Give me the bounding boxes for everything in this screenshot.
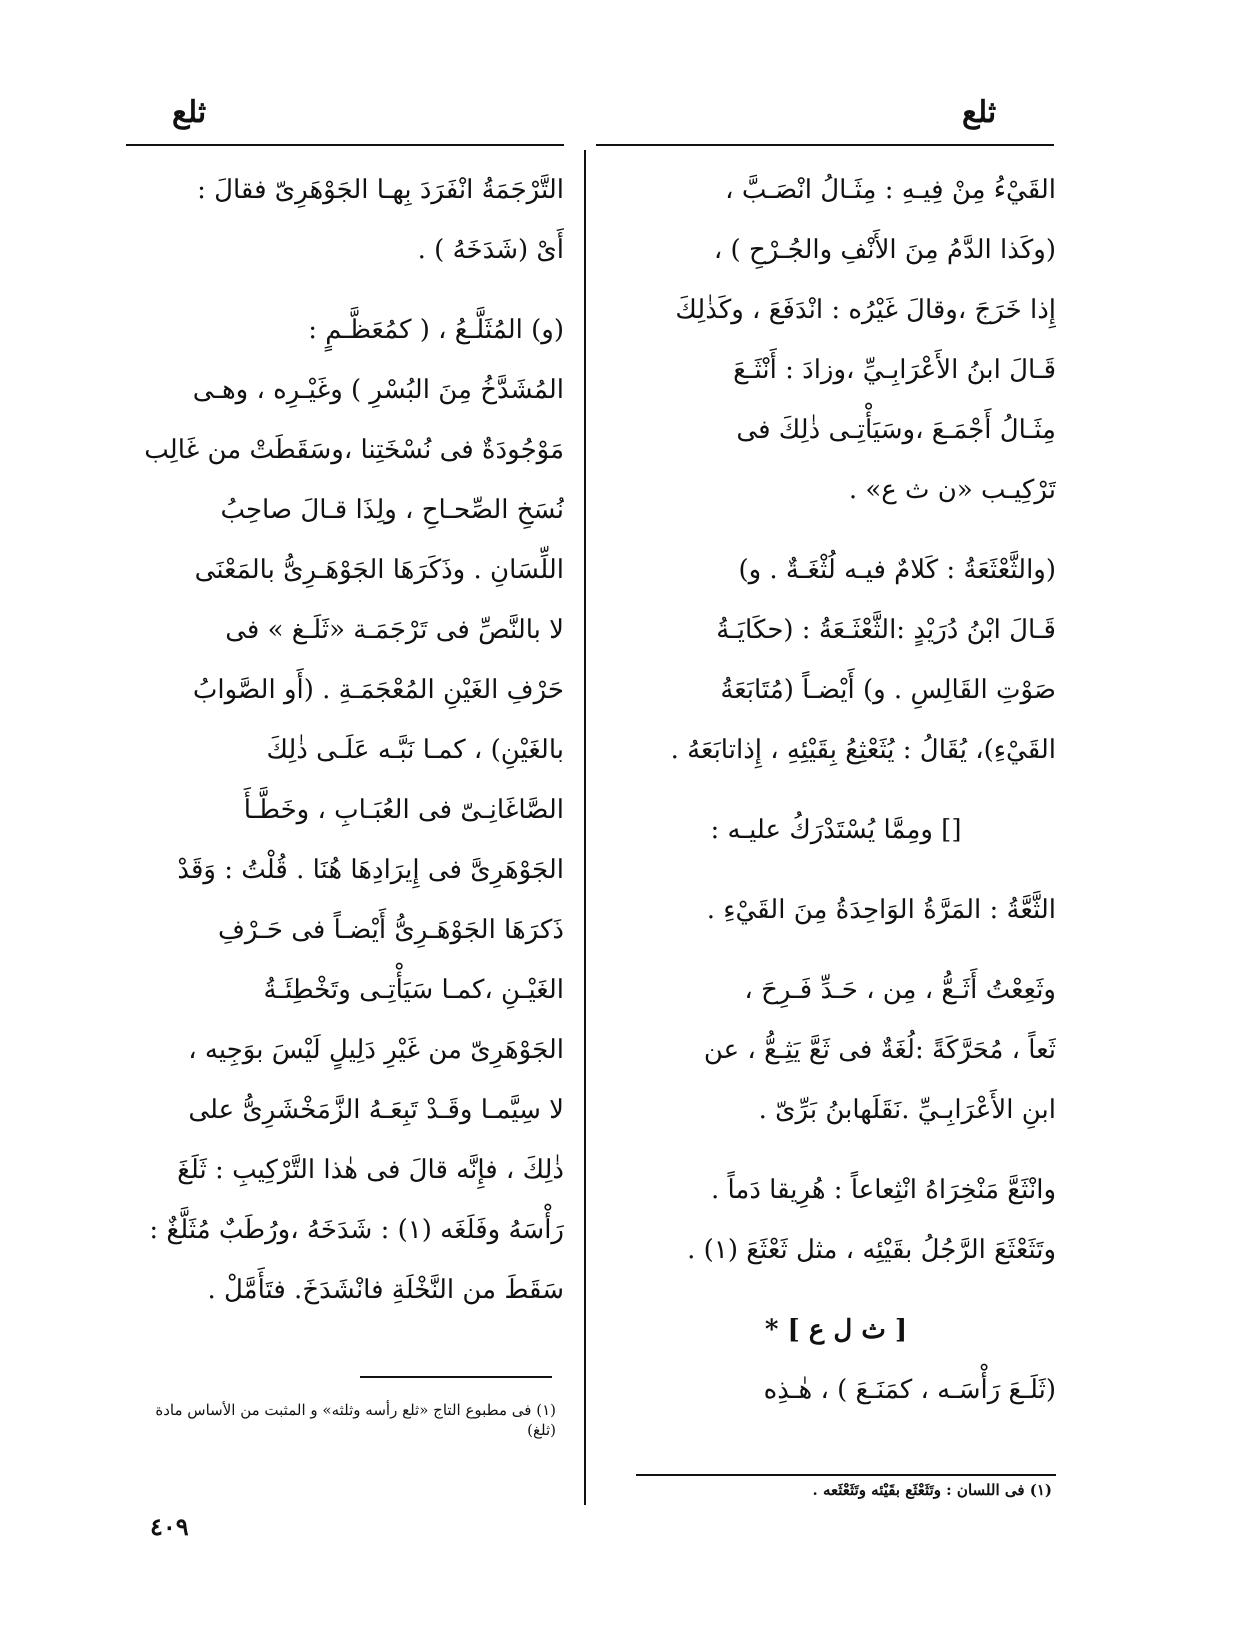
right-column <box>616 160 1056 1420</box>
text-line: ثَعاً ، مُحَرَّكَةً :لُغَةٌ فى ثَعَّ يَثِـعُّ ، عن <box>703 1035 1056 1065</box>
text-line: (والثَّعْثَعَةُ : كَلامٌ فيـه لُثْغَـةٌ . و) <box>738 555 1056 585</box>
text-line: مِثَـالُ أَجْمَـعَ ،وسَيَأْتِـى ذٰلِكَ فى <box>736 415 1056 445</box>
text-line: تَرْكِيـب «ن ث ع» . <box>848 475 1056 505</box>
text-line: قَـالَ ابنُ الأَعْرَابِـيِّ ،وزادَ : أَنْثَـعَ <box>733 355 1056 385</box>
text-line: صَوْتِ القَالِسِ . و) أَيْضـاً (مُتَابَعَةُ <box>720 675 1056 705</box>
header-rule-right <box>596 144 1054 146</box>
header-rule-left <box>126 144 564 146</box>
text-line: إِذا خَرَجَ ،وقالَ غَيْرُه : انْدَفَعَ ، وكَذٰلِكَ <box>675 295 1056 325</box>
text-line: لا بالنَّصِّ فى تَرْجَمَـة «ثَلَـغ » فى <box>225 615 564 645</box>
text-line: وثَعِعْتُ أَثَـعُّ ، مِن ، حَـدِّ فَـرِحَ ، <box>744 975 1056 1005</box>
text-line: أَىْ (شَدَخَهُ ) . <box>417 235 564 265</box>
text-line: بالغَيْنِ) ، كمـا نَبَّـه عَلَـى ذٰلِكَ <box>266 735 564 765</box>
text-line: القَيْءُ مِنْ فِيـهِ : مِثَـالُ انْصَـبَّ ، <box>725 175 1056 205</box>
text-line: لا سِيَّمـا وقَـدْ تَبِعَـهُ الزَّمَخْشَرِىُّ على <box>188 1095 564 1125</box>
left-column <box>132 160 564 1320</box>
text-line: ذٰلِكَ ، فإِنَّه قالَ فى هٰذا التَّرْكِيبِ : ثَلَغَ <box>177 1155 564 1185</box>
text-line: الجَوْهَرِىّ من غَيْرِ دَلِيلٍ لَيْسَ بوَجِيه ، <box>188 1035 564 1065</box>
column-divider <box>584 150 586 1505</box>
text-line: رَأْسَهُ وفَلَغَه (١) : شَدَخَهُ ،ورُطَبٌ مُثَلَّغٌ : <box>149 1215 564 1245</box>
section-heading: [] ومِمَّا يُسْتَدْرَكُ عليـه : <box>710 815 962 845</box>
text-line: قَـالَ ابْنُ دُرَيْدٍ :الثَّعْثَـعَةُ : (حكَايَـةُ <box>716 615 1056 645</box>
text-line: ابنِ الأَعْرَابِـيِّ .نَقَلَهابنُ بَرِّىّ . <box>758 1095 1056 1125</box>
text-line: الصَّاغَانِـىّ فى العُبَـابِ ، وخَطَّـأَ <box>243 795 564 825</box>
text-line: وانْثَعَّ مَنْخِرَاهُ انْثِعاعاً : هُرِيقا دَماً . <box>710 1175 1056 1205</box>
text-line: حَرْفِ الغَيْنِ المُعْجَمَـةِ . (أَو الصَّوابُ <box>192 675 564 705</box>
text-line: (و) المُثَلَّـعُ ، ( كمُعَظَّـمٍ : <box>308 315 564 345</box>
text-line: مَوْجُودَةٌ فى نُسْخَتِنا ،وسَقَطَتْ من غَالِب <box>144 435 564 465</box>
footnote-rule-left <box>360 1376 552 1378</box>
text-line: نُسَخِ الصِّحـاحِ ، ولِذَا قـالَ صاحِبُ <box>220 495 564 525</box>
text-line: (وكَذا الدَّمُ مِنَ الأَنْفِ والجُـرْحِ ) ، <box>713 235 1056 265</box>
page-number: ٤٠٩ <box>150 1512 189 1541</box>
running-head-left: ثلع <box>172 95 207 130</box>
text-line: ذَكرَهَا الجَوْهَـرِىُّ أَيْضـاً فى حَـرْفِ <box>217 915 564 945</box>
text-line: الثَّعَّةُ : المَرَّةُ الوَاحِدَةُ مِنَ القَيْءِ . <box>706 895 1056 925</box>
root-heading: [ ث ل ع ] * <box>764 1315 908 1345</box>
text-line: المُشَدَّخُ مِنَ البُسْرِ ) وغَيْـرِه ، وهـى <box>192 375 564 405</box>
text-line: وتَثَعْثَعَ الرَّجُلُ بقَيْئِه ، مثل ثَعْثَعَ (١) . <box>687 1235 1056 1265</box>
footnote-right: (١) فى اللسان : وتَثَعْثَع بقَيْئه وتَثَعْثَعه . <box>812 1481 1052 1499</box>
text-line: اللِّسَانِ . وذَكَرَهَا الجَوْهَـرِىُّ بالمَعْنَى <box>194 555 564 585</box>
text-line: الجَوْهَرِىَّ فى إِيرَادِهَا هُنَا . قُلْتُ : وَقَدْ <box>177 855 564 885</box>
footnote-rule-right <box>636 1474 1056 1476</box>
text-line: (ثَلَـعَ رَأْسَـه ، كمَنَـعَ ) ، هٰـذِه <box>763 1375 1056 1405</box>
footnote-left: (١) فى مطبوع التاج «ثلع رأسه وثلثه» و المثبت من الأساس مادة (ثلغ) <box>155 1401 556 1439</box>
running-head-right: ثلع <box>962 95 997 130</box>
text-line: سَقَطَ من النَّخْلَةِ فانْشَدَخَ. فتَأَمَّلْ . <box>207 1275 564 1305</box>
text-line: التَّرْجَمَةُ انْفَرَدَ بِهـا الجَوْهَرِىّ فقالَ : <box>197 175 564 205</box>
text-line: الغَيْـنِ ،كمـا سَيَأْتِـى وتَخْطِئَـةُ <box>263 975 564 1005</box>
text-line: القَيْءِ)، يُقَالُ : يُثَعْثِعُ بِقَيْئِهِ ، إِذاتابَعَهُ . <box>670 735 1056 765</box>
